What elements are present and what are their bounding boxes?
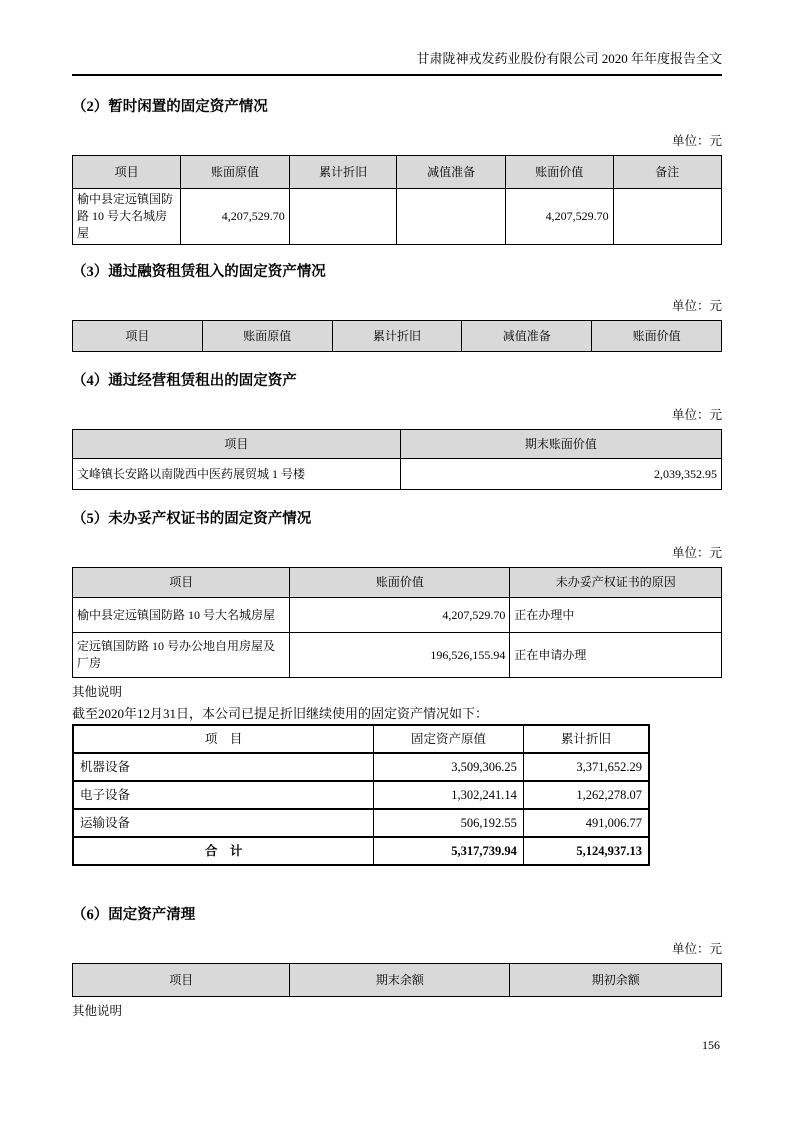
section-6-heading: （6）固定资产清理 [72,907,196,923]
table-header-row [73,321,722,352]
col-header: 固定资产原值 [374,725,524,753]
col-header: 项目 [73,568,290,598]
cell-impairment-provision [397,189,505,245]
fully-depreciated-assets-table [72,724,650,866]
unit-label-3: 单位：元 [671,408,722,422]
cell-total-accumulated-depreciation: 5,124,937.13 [523,837,649,865]
other-note-label-2: 其他说明 [72,1004,123,1018]
cell-accumulated-depreciation [289,189,397,245]
cell-item: 机器设备 [73,753,374,781]
table-row [73,753,649,781]
col-header: 期末余额 [290,964,510,997]
unit-label-1: 单位：元 [671,134,722,148]
section-4-heading: （4）通过经营租赁租出的固定资产 [72,373,297,389]
col-header: 项目 [73,321,203,352]
table-header-row [73,725,649,753]
unit-label-4: 单位：元 [671,546,722,560]
section-2-heading: （2）暂时闲置的固定资产情况 [72,99,268,115]
other-note-label: 其他说明 [72,685,123,699]
section-3-heading: （3）通过融资租赁租入的固定资产情况 [72,264,326,280]
table-header-row [73,430,722,459]
col-header: 账面原值 [181,156,289,189]
col-header: 账面价值 [505,156,613,189]
col-header: 备注 [613,156,721,189]
cell-item: 定远镇国防路 10 号办公地自用房屋及厂房 [73,633,290,678]
cell-item: 电子设备 [73,781,374,809]
table-row [73,809,649,837]
cell-item: 运输设备 [73,809,374,837]
col-header: 减值准备 [397,156,505,189]
col-header: 累计折旧 [332,321,462,352]
col-header: 累计折旧 [523,725,649,753]
cell-total-original-value: 5,317,739.94 [374,837,524,865]
col-header: 累计折旧 [289,156,397,189]
col-header: 减值准备 [462,321,592,352]
page-number: 156 [702,1038,720,1052]
cell-accumulated-depreciation: 491,006.77 [523,809,649,837]
cell-original-value: 3,509,306.25 [374,753,524,781]
col-header: 账面价值 [290,568,510,598]
col-header: 项目 [73,430,401,459]
col-header: 项 目 [73,725,374,753]
cell-item: 文峰镇长安路以南陇西中医药展贸城 1 号楼 [73,459,401,490]
table-header-row [73,568,722,598]
table-row [73,598,722,633]
idle-assets-table [72,155,722,245]
cell-reason: 正在办理中 [510,598,722,633]
cell-total-label: 合 计 [73,837,374,865]
cell-end-book-value: 2,039,352.95 [400,459,721,490]
no-certificate-assets-table [72,567,722,678]
col-header: 项目 [73,964,290,997]
operating-lease-assets-table [72,429,722,490]
table-row [73,633,722,678]
table-row [73,781,649,809]
cell-original-value: 1,302,241.14 [374,781,524,809]
finance-lease-assets-table [72,320,722,352]
cell-accumulated-depreciation: 3,371,652.29 [523,753,649,781]
fixed-assets-disposal-table [72,963,722,997]
section-5-heading: （5）未办妥产权证书的固定资产情况 [72,511,312,527]
col-header: 期末账面价值 [400,430,721,459]
unit-label-2: 单位：元 [671,299,722,313]
cell-accumulated-depreciation: 1,262,278.07 [523,781,649,809]
col-header: 未办妥产权证书的原因 [510,568,722,598]
table-total-row [73,837,649,865]
report-header [72,0,722,76]
depreciated-assets-lead: 截至2020年12月31日，本公司已提足折旧继续使用的固定资产情况如下： [72,706,489,721]
table-header-row [73,964,722,997]
report-title: 甘肃陇神戎发药业股份有限公司 2020 年年度报告全文 [416,51,722,66]
table-header-row [73,156,722,189]
col-header: 账面原值 [202,321,332,352]
col-header: 账面价值 [592,321,722,352]
cell-remark [613,189,721,245]
cell-item: 榆中县定远镇国防路 10 号大名城房屋 [73,189,181,245]
cell-item: 榆中县定远镇国防路 10 号大名城房屋 [73,598,290,633]
cell-original-value: 4,207,529.70 [181,189,289,245]
cell-original-value: 506,192.55 [374,809,524,837]
cell-reason: 正在申请办理 [510,633,722,678]
table-row [73,459,722,490]
cell-book-value: 4,207,529.70 [505,189,613,245]
cell-book-value: 4,207,529.70 [290,598,510,633]
table-row [73,189,722,245]
unit-label-5: 单位：元 [671,942,722,956]
cell-book-value: 196,526,155.94 [290,633,510,678]
col-header: 期初余额 [510,964,722,997]
col-header: 项目 [73,156,181,189]
